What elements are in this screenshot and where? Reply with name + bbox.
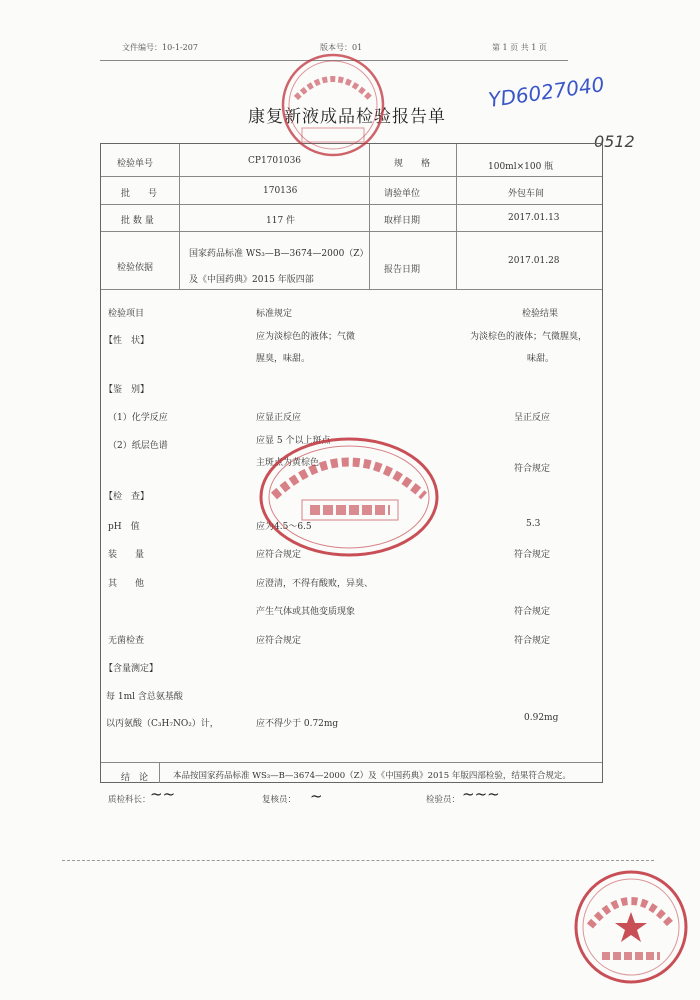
col-header-item: 检验项目 [108,309,145,319]
appearance-result-1: 为淡棕色的液体；气微腥臭， [470,332,588,342]
label-spec: 规 格 [394,159,431,169]
label-inspector: 检验员： [426,795,461,805]
handwritten-number: 0512 [594,132,635,151]
chem-standard: 应显正反应 [256,413,302,423]
signature-inspector: ~~~ [462,785,500,803]
label-conclusion: 结 论 [121,773,149,783]
paper-standard-2: 主斑点为黄棕色 [256,458,320,468]
section-assay: 【含量测定】 [104,664,159,674]
ph-result: 5.3 [526,519,541,529]
value-requester: 外包车间 [508,189,545,199]
signature-qc-head: ~~ [150,785,176,803]
value-batch: 170136 [263,186,298,196]
ph-standard: 应为4.5～6.5 [256,522,312,532]
inspection-seal-top [278,50,388,160]
appearance-standard-2: 腥臭，味甜。 [256,354,311,364]
value-report-date: 2017.01.28 [508,256,560,266]
assay-result: 0.92mg [524,713,559,723]
paper-result: 符合规定 [514,464,551,474]
assay-standard: 应不得少于 0.72mg [256,719,339,729]
value-basis-2: 及《中国药典》2015 年版四部 [189,275,314,285]
appearance-result-2: 味甜。 [527,354,555,364]
label-quantity: 批 数 量 [121,216,154,226]
label-reviewer: 复核员： [262,795,297,805]
page-number: 第 1 页 共 1 页 [492,43,547,52]
label-report-date: 报告日期 [384,265,421,275]
other-standard-2: 产生气体或其他变质现象 [256,607,356,617]
other-result: 符合规定 [514,607,551,617]
value-test-no: CP1701036 [248,156,302,166]
label-requester: 请验单位 [384,189,421,199]
value-spec: 100ml×100 瓶 [488,162,554,172]
value-basis-1: 国家药品标准 WS₃—B—3674—2000（Z） [189,249,369,259]
section-identification: 【鉴 别】 [104,385,150,395]
value-conclusion: 本品按国家药品标准 WS₃—B—3674—2000（Z）及《中国药典》2015 年版四部检验，结果符合规定。 [173,771,571,781]
sterile-item: 无菌检查 [108,636,145,646]
fill-standard: 应符合规定 [256,550,302,560]
paper-item: （2）纸层色谱 [108,441,168,451]
fill-item: 装 量 [108,550,145,560]
assay-item-2: 以丙氨酸（C₃H₇NO₂）计， [106,719,219,729]
quality-management-seal [258,436,440,558]
label-sample-date: 取样日期 [384,216,421,226]
page-title: 康复新液成品检验报告单 [248,107,446,127]
value-quantity: 117 件 [266,216,296,226]
col-header-result: 检验结果 [522,309,559,319]
appearance-standard-1: 应为淡棕色的液体；气微 [256,332,356,342]
version-number: 版本号：01 [320,43,363,52]
label-basis: 检验依据 [117,263,154,273]
company-quality-seal [572,868,690,986]
page-bottom-rule [62,860,654,861]
fill-result: 符合规定 [514,550,551,560]
label-batch: 批 号 [121,189,158,199]
signature-reviewer: ~ [310,787,323,805]
label-qc-head: 质检科长： [108,795,151,805]
chem-item: （1）化学反应 [108,413,168,423]
section-inspection: 【检 查】 [104,492,150,502]
other-item: 其 他 [108,579,145,589]
paper-standard-1: 应显 5 个以上斑点 [256,436,331,446]
value-sample-date: 2017.01.13 [508,213,560,223]
other-standard-1: 应澄清，不得有酸败，异臭、 [256,579,374,589]
col-header-standard: 标准规定 [256,309,293,319]
label-test-no: 检验单号 [117,159,154,169]
assay-item-1: 每 1ml 含总氨基酸 [106,692,183,702]
sterile-result: 符合规定 [514,636,551,646]
chem-result: 呈正反应 [514,413,551,423]
sterile-standard: 应符合规定 [256,636,302,646]
handwritten-code: YD6027040 [486,71,606,113]
file-number: 文件编号：10-1-207 [122,43,198,52]
section-appearance: 【性 状】 [104,336,150,346]
ph-item: pH 值 [108,522,140,532]
